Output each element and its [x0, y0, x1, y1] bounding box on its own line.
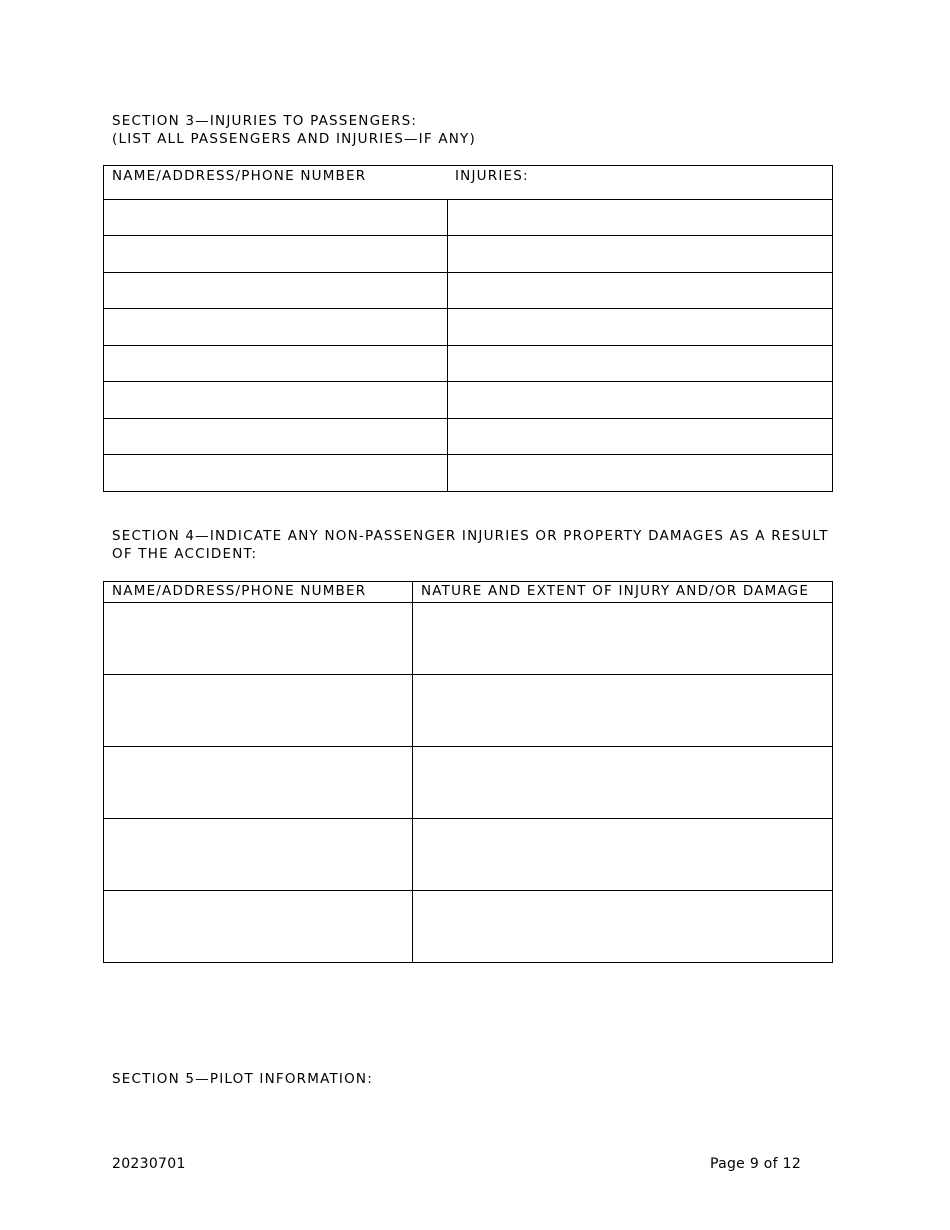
passenger-name-field[interactable]: [104, 419, 448, 455]
table-row: [104, 891, 833, 963]
page-number: Page 9 of 12: [710, 1156, 802, 1172]
passenger-name-field[interactable]: [104, 346, 448, 382]
passenger-injuries-field[interactable]: [448, 419, 833, 455]
non-passenger-name-field[interactable]: [104, 891, 413, 963]
passenger-name-field[interactable]: [104, 382, 448, 419]
table-row: [104, 273, 833, 309]
table-row: [104, 747, 833, 819]
non-passenger-name-field[interactable]: [104, 675, 413, 747]
passenger-injuries-field[interactable]: [448, 309, 833, 346]
table-row: [104, 603, 833, 675]
section-3-subtitle: (LIST ALL PASSENGERS AND INJURIES—IF ANY): [112, 131, 476, 147]
non-passenger-name-field[interactable]: [104, 747, 413, 819]
passenger-name-field[interactable]: [104, 273, 448, 309]
damage-description-field[interactable]: [413, 891, 833, 963]
passenger-injuries-field[interactable]: [448, 200, 833, 236]
form-revision-code: 20230701: [112, 1156, 186, 1172]
passenger-injuries-field[interactable]: [448, 273, 833, 309]
passenger-injuries-field[interactable]: [448, 346, 833, 382]
damage-description-field[interactable]: [413, 819, 833, 891]
passenger-injuries-table: [103, 165, 833, 492]
table-row: [104, 675, 833, 747]
table-row: [104, 200, 833, 236]
table-row: [104, 382, 833, 419]
table-row: [104, 419, 833, 455]
passenger-table-header: [104, 166, 833, 200]
passenger-injuries-column-header: INJURIES:: [455, 168, 529, 184]
table-row: [104, 346, 833, 382]
section-3-title: SECTION 3—INJURIES TO PASSENGERS:: [112, 113, 418, 129]
passenger-injuries-field[interactable]: [448, 455, 833, 492]
passenger-injuries-field[interactable]: [448, 382, 833, 419]
damage-description-field[interactable]: [413, 747, 833, 819]
non-passenger-damage-table: [103, 581, 833, 963]
passenger-injuries-field[interactable]: [448, 236, 833, 273]
damage-description-field[interactable]: [413, 675, 833, 747]
table-row: [104, 309, 833, 346]
damage-nature-column-header: NATURE AND EXTENT OF INJURY AND/OR DAMAGE: [413, 582, 833, 603]
passenger-name-field[interactable]: [104, 236, 448, 273]
passenger-name-field[interactable]: [104, 455, 448, 492]
non-passenger-name-field[interactable]: [104, 603, 413, 675]
table-row: [104, 819, 833, 891]
damage-name-column-header: NAME/ADDRESS/PHONE NUMBER: [104, 582, 413, 603]
section-5-title: SECTION 5—PILOT INFORMATION:: [112, 1071, 373, 1087]
damage-description-field[interactable]: [413, 603, 833, 675]
section-4-title-line-2: OF THE ACCIDENT:: [112, 546, 258, 562]
table-row: [104, 236, 833, 273]
table-row: [104, 455, 833, 492]
passenger-name-field[interactable]: [104, 200, 448, 236]
section-4-title-line-1: SECTION 4—INDICATE ANY NON-PASSENGER INJURIES OR PROPERTY DAMAGES AS A RESULT: [112, 528, 829, 544]
passenger-name-column-header: NAME/ADDRESS/PHONE NUMBER: [112, 168, 367, 184]
passenger-name-field[interactable]: [104, 309, 448, 346]
damage-table-header: [104, 582, 833, 603]
non-passenger-name-field[interactable]: [104, 819, 413, 891]
